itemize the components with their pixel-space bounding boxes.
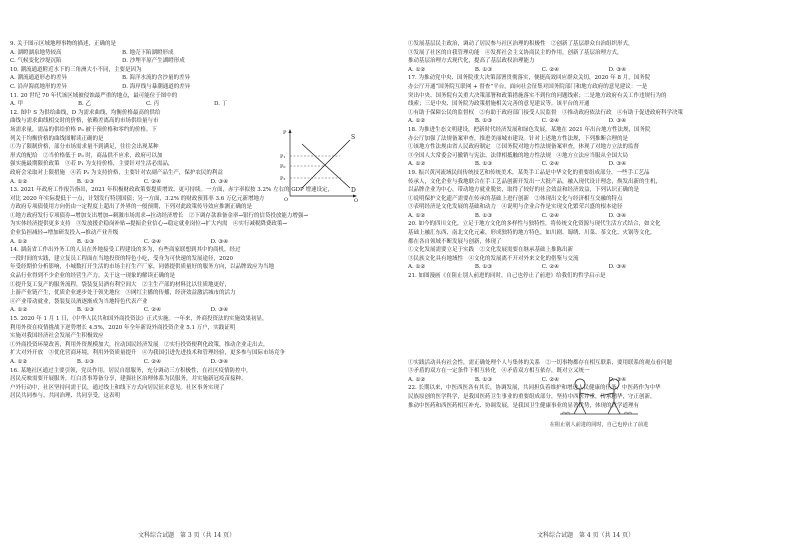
- question-17-line: 突出中央、国务院有关重大决策部署和政策措施落实不到位的问题线索；二是地方政府有关工作违规行为的: [408, 92, 667, 99]
- question-11: [10, 92, 374, 109]
- question-18-options: A. ①② B. ①③ C. ②④ D. ③④: [408, 161, 627, 168]
- question-9-stem: 9. 关于图示区域地理事物的描述，正确的是: [10, 41, 116, 47]
- question-12-line: 场需求量，需品的供给价格 P₀ 被干预价格和零约的价格。下: [10, 126, 157, 133]
- p1-label: P₁: [280, 154, 286, 160]
- question-17-line: 办公厅开通“国务院互联网 + 督查”平台，面向社会征集对国务院部门和地方政府的意见建议：一是: [408, 83, 648, 90]
- question-16-line: ③发展了社区的自我管理功能 ④发挥社会主义协商民主的作用，创新了基层治理方式，: [408, 49, 623, 56]
- question-22-line: 22. 长期以来，中医西医各有其长，协调发展，共同担负着维护和增进人民健康的任务，中医药作为中华: [408, 385, 661, 392]
- question-9-options-cd: C. 气候变化沙堤沉陷 D. 沙埋平原产生湖瞪形成: [10, 58, 185, 65]
- right-figure-body: [600, 389, 620, 414]
- question-13-line: ①地方政府发行专项债券→增加支出增加→刺激市场需求→拉动经济增长 ②下调存款准备金率→银行的信贷投放能力增强→: [10, 212, 309, 219]
- demand-label: D: [351, 187, 356, 194]
- p2-label: P₂: [280, 176, 286, 182]
- question-19-line: 以品牌企业为中心，带动地方就业脱贫，取得了较好的社会效益和经济效益，下列认识正确的是: [408, 187, 640, 194]
- cartoon-caption: 在阻止别人前进的同时，自己也停止了前进: [549, 422, 649, 428]
- question-21-line: ③矛盾的双方在一定条件下相互转化 ④矛盾双方相互依存，既对立又统一: [408, 368, 590, 375]
- question-17-line: 线索；三是中央、国务院为政策措施相关完善的意见建议等。该平台的开通: [408, 101, 590, 108]
- question-14-line: 一段时间的实践，建立复员工程面在当地投资的特色小吃，受身为可快速的发展途径，2020: [10, 255, 233, 262]
- question-17-line: ①有助于保障公民的监督权 ②有助于政府部门接受人民监督 ③推动政府依法行政 ④有助于促进政府科学决策: [408, 109, 684, 116]
- question-11-stem: 11. 20 世纪 70 年代该区域被侵蚀最严重的地点，最可能位于图中的: [10, 92, 178, 99]
- question-10-options-cd: C. 沿岸海底地形的差异 D. 海岸线与暴潮通道的差异: [10, 83, 191, 90]
- question-20-line: 基础上融汇东西、南北文化元素，形成独特的地方特色，如川剧、蜀绣、川菜、茶文化、火锅等文化，: [408, 230, 656, 237]
- cartoon-spacer: [408, 281, 772, 359]
- question-17-options: A. ①② B. ①③ C. ②④ D. ③④: [408, 118, 627, 125]
- question-16-continued: [408, 40, 772, 74]
- question-19-line: ①说明保护文化遗产需要在传承的基础上进行创新 ②体现出文化与经济相互交融的特点: [408, 195, 623, 202]
- question-17-line: 17. 为推动党中央、国务院重大决策部署贯彻落实，便捷高效回应群众关切，2020 年 8 月，国务院: [408, 75, 651, 82]
- question-14-line: ①提升复工复产的服务流程，袋装复员酒有利空间大 ②主生产部的材料比以往质地更好，: [10, 281, 231, 288]
- price-axis-arrow: [289, 129, 292, 133]
- p0-label: P₀: [280, 164, 286, 170]
- question-13-line: 企业负担减轻→增加研发投入→推动产业升级: [10, 230, 119, 237]
- question-12-line: 强实施最期限价政策 ③若 P₁ 为支持价格，主要针对生活必需品，: [10, 161, 174, 168]
- question-15: [10, 315, 374, 367]
- question-15-line: 利用外资在疫情挑战下逆势增长 4.5%，2020 年全年新设外商投资企业 5.1 万户，实践证明: [10, 324, 236, 331]
- question-15-options: A. ①② B. ①③ C. ②④ D. ③④: [10, 358, 229, 365]
- question-20-line: 都在各自领域不断发展与创新，体现了: [408, 238, 502, 245]
- page-footer-right: 文科综合试题 第 4 页（共 14 页）: [537, 532, 635, 539]
- supply-label: S: [351, 134, 356, 141]
- question-9-options-ab: A. 湖瞪湖泉地势较高 B. 地壳下陷湖瞪形成: [10, 49, 174, 56]
- question-12-line: 政府会采取对上限措施 ④若 P₂ 为支持价格，主要针对农副产品生产，保护农民的利益: [10, 169, 223, 176]
- question-10-stem: 10. 潮流通道附近水下的三角洲大小不同，主要是因为: [10, 66, 142, 73]
- page-footer-left: 文科综合试题 第 3 页（共 14 页）: [138, 532, 236, 539]
- question-21-stem: 21. 如图漫画《在阻止别人前进的同时，自己也停止了前进》给我们的哲学启示是: [408, 273, 606, 280]
- question-13-line: 13. 2021 年政府工作报告指出，2021 年积极财政政策要提质增效、更可持续。一方面，赤字率拟按 3.2% 左右的 GDP 增速设定，: [10, 187, 333, 194]
- question-20-line: 20. 如今的四川文化，立足于地方文化的多样性与独特性，将传统文化资源与现代生活方式结合，如文化: [408, 221, 661, 228]
- question-15-line: 扩大对外开放 ③优化营商环境，利用外资质量提升 ④为我国引进先进技术和管理经验，更多参与国际市场竞争: [10, 350, 286, 357]
- question-12-line: ①为了限制价格，部分市场需求量不到满足，往往会出现某种: [10, 144, 159, 151]
- question-14-line: ④产业带动就业，袋装复员酒逐渐成为当地特色代表产业: [10, 298, 148, 305]
- question-19-line: 传承人，文化企业与我地联合在手工艺品创新开发出一大批产品，融入现代设计理念，焕发出新的生机，: [408, 178, 662, 185]
- price-axis-label: P: [283, 130, 287, 136]
- question-16-options: A. ①② B. ①③ C. ②④ D. ③④: [408, 66, 627, 73]
- supply-curve: [302, 140, 350, 188]
- question-10: [10, 66, 374, 92]
- quantity-axis-label: Q: [354, 198, 359, 202]
- question-21-line: ①实践活动具有社会性，需正确处理个人与集体的关系 ②一切事物都存在相互联系，要用联系的观点看问题: [408, 359, 673, 366]
- question-15-line: 15. 2020 年 1 月 1 日，《中华人民共和国外商投资法》正式实施。一年来，外商投资法的实施效果初显，: [10, 316, 268, 322]
- question-22-line: 推动中医药和西医药相互补充、协调发展，是我国卫生健康事业的显著优势，体现的哲学道理有: [408, 402, 640, 409]
- right-figure-head: [609, 379, 619, 389]
- question-21: [408, 272, 772, 384]
- question-13-line: 为实体经济提供更多支持 ③发放援企稳岗补贴→提振企业信心→稳定就业岗位→扩大内需 ④实行减税降费政策→: [10, 221, 287, 228]
- cartoon-illustration: [558, 370, 640, 420]
- left-figure-head: [575, 379, 585, 389]
- question-17: [408, 74, 772, 126]
- question-12-line: 曲线与需求曲线相交时的价格，依赖差离高的市场供给量与市: [10, 118, 159, 125]
- supply-demand-diagram: [280, 126, 360, 202]
- question-11-options: A. 甲 B. 乙 C. 丙 D. 丁: [10, 101, 228, 108]
- question-20: [408, 220, 772, 272]
- question-14-line: 众品行业得到不少企业的经营生产力。关于这一现象的解读正确的是: [10, 273, 176, 280]
- question-12: [10, 109, 265, 169]
- question-12-line: 列关于均衡价格的曲线图解读正确的是: [10, 135, 104, 142]
- question-22-line: 民族原创的医学科学，是我国医药卫生事业的重要组成部分，坚持中西医并重，传承精华，守正创新，: [408, 394, 656, 400]
- question-19-line: 19. 振兴黄河流域民间传统技艺和传统美术，某类手工品是中华文化的重要组成部分，一些手工艺品: [408, 169, 650, 176]
- question-14-line: 14. 湖南省工作出外务工的人员在外地接受工程建设的多为，有些商家联想到其中的商机，经过: [10, 247, 241, 254]
- question-16-line: 推动基层治理方式现代化，提高了基层政权治理能力: [408, 58, 535, 65]
- left-figure-body: [574, 389, 594, 414]
- question-14-line: 上游产业链产生，优质企业逐步处于领先地位 ③网红主播的传播，经济效益激活城市的活力: [10, 290, 236, 297]
- question-21-options: A. ①② B. ①③ C. ②④ D. ③④: [408, 376, 627, 383]
- question-20-line: ①文化发展需要立足于实践 ②文化发展需要在继承基础上推陈出新: [408, 247, 574, 254]
- question-14-line: 年受经期价分析影响，小城数打开生活的市场主打生产厂家，同德提供质量好的服务方向，以品牌效应为当地: [10, 264, 275, 271]
- question-9: [10, 40, 374, 66]
- question-16-line: ①发展基层民主政治，调动了居民参与社区治理的积极性 ②创新了基层群众自治组织形式，: [408, 41, 634, 47]
- question-20-options: A. ①② B. ①③ C. ②④ D. ③④: [408, 264, 627, 271]
- question-12-line: 形式的配给 ②当价格低于 P₀ 时，商品供不应求，政府可以加: [10, 152, 163, 159]
- question-12-line: 12. 图中 S 为供给曲线，D 为需求曲线，均衡价格最高的供给: [10, 109, 161, 116]
- question-18-line: 18. 为推进生态文明建设，把新时代经济发展和绿色发展，某地在 2021 年出台地方性法规，国务院: [408, 126, 651, 133]
- origin-label: O: [284, 197, 289, 202]
- question-12-options: A. ①② B. ①③ C. ②④ D. ③④: [10, 178, 229, 185]
- question-13-line: 对比 2020 年实际提低于一点，计划发行特别国债；另一方面，3.2% 的财政预算率 3.6 万亿元新增地方: [10, 195, 265, 202]
- question-13-line: 方政府专项债使用方向仍由一定程度上超出了外界的一般预期，下列对此政策传导效应推测正确的是: [10, 204, 253, 211]
- question-18-line: ③全国人大常委会可撤销与宪法、法律相抵触的地方性法规 ④地方立法应当服从全国大局: [408, 152, 629, 159]
- question-14-options: A. ①② B. ①③ C. ②④ D. ③④: [10, 307, 229, 314]
- question-18-line: 办公厅加强了法规备案审查，推进美丽城市建设。针对上述地方性法规，下列推断合理的是: [408, 135, 629, 142]
- exam-page-3: [10, 40, 374, 532]
- question-10-options-ab: A. 潮流通道形态的差异 B. 海洋水流的含沙量的差异: [10, 75, 191, 82]
- question-16-line: 居民共同参与、共同治理、共同享受，这表明: [10, 393, 121, 400]
- question-20-line: ③民族文化具有地域性 ④文化的发展离不开对外来文化的借鉴与交流: [408, 255, 579, 262]
- question-15-line: ①外商投资环境改善，利用外资规模加大，拉动国民经济发展 ②实行投资便利化政策，推动企业走出去，: [10, 341, 269, 348]
- question-16-line: 16. 某地社区通过主要引领，党员作用，居民自愿服务，充分调动三方积极性，在社区疫情防控中，: [10, 367, 252, 374]
- question-18: [408, 126, 772, 169]
- question-18-line: ①该地方性法规由省人民政府制定 ②国务院对地方性法规备案审查，体现了对地方立法的监督: [408, 144, 640, 151]
- question-15-line: 实施对我国经济社会发展产生积极效应: [10, 333, 104, 340]
- question-14: [10, 246, 374, 315]
- question-16-line: 居民反映需要开展服务，红白喜事筹备分享，建强社区治理体系为民服务，并实施新冠疫苗接种、: [10, 376, 247, 383]
- question-19: [408, 169, 772, 221]
- question-13-options: A. ①② B. ①③ C. ②④ D. ③④: [10, 238, 229, 245]
- exam-page-4: [408, 40, 772, 532]
- question-19-line: ③表明经济是文化发展的基础和动力 ④说明与企业合作是实现文化繁荣兴盛的根本途径: [408, 204, 623, 211]
- question-16-line: 户外行动中，社区坚持问需于民，通过线上和线下方式向居民征求意见。社区事务实现了: [10, 384, 225, 391]
- question-19-options: A. ①② B. ①③ C. ②④ D. ③④: [408, 212, 627, 219]
- question-16: [10, 367, 374, 401]
